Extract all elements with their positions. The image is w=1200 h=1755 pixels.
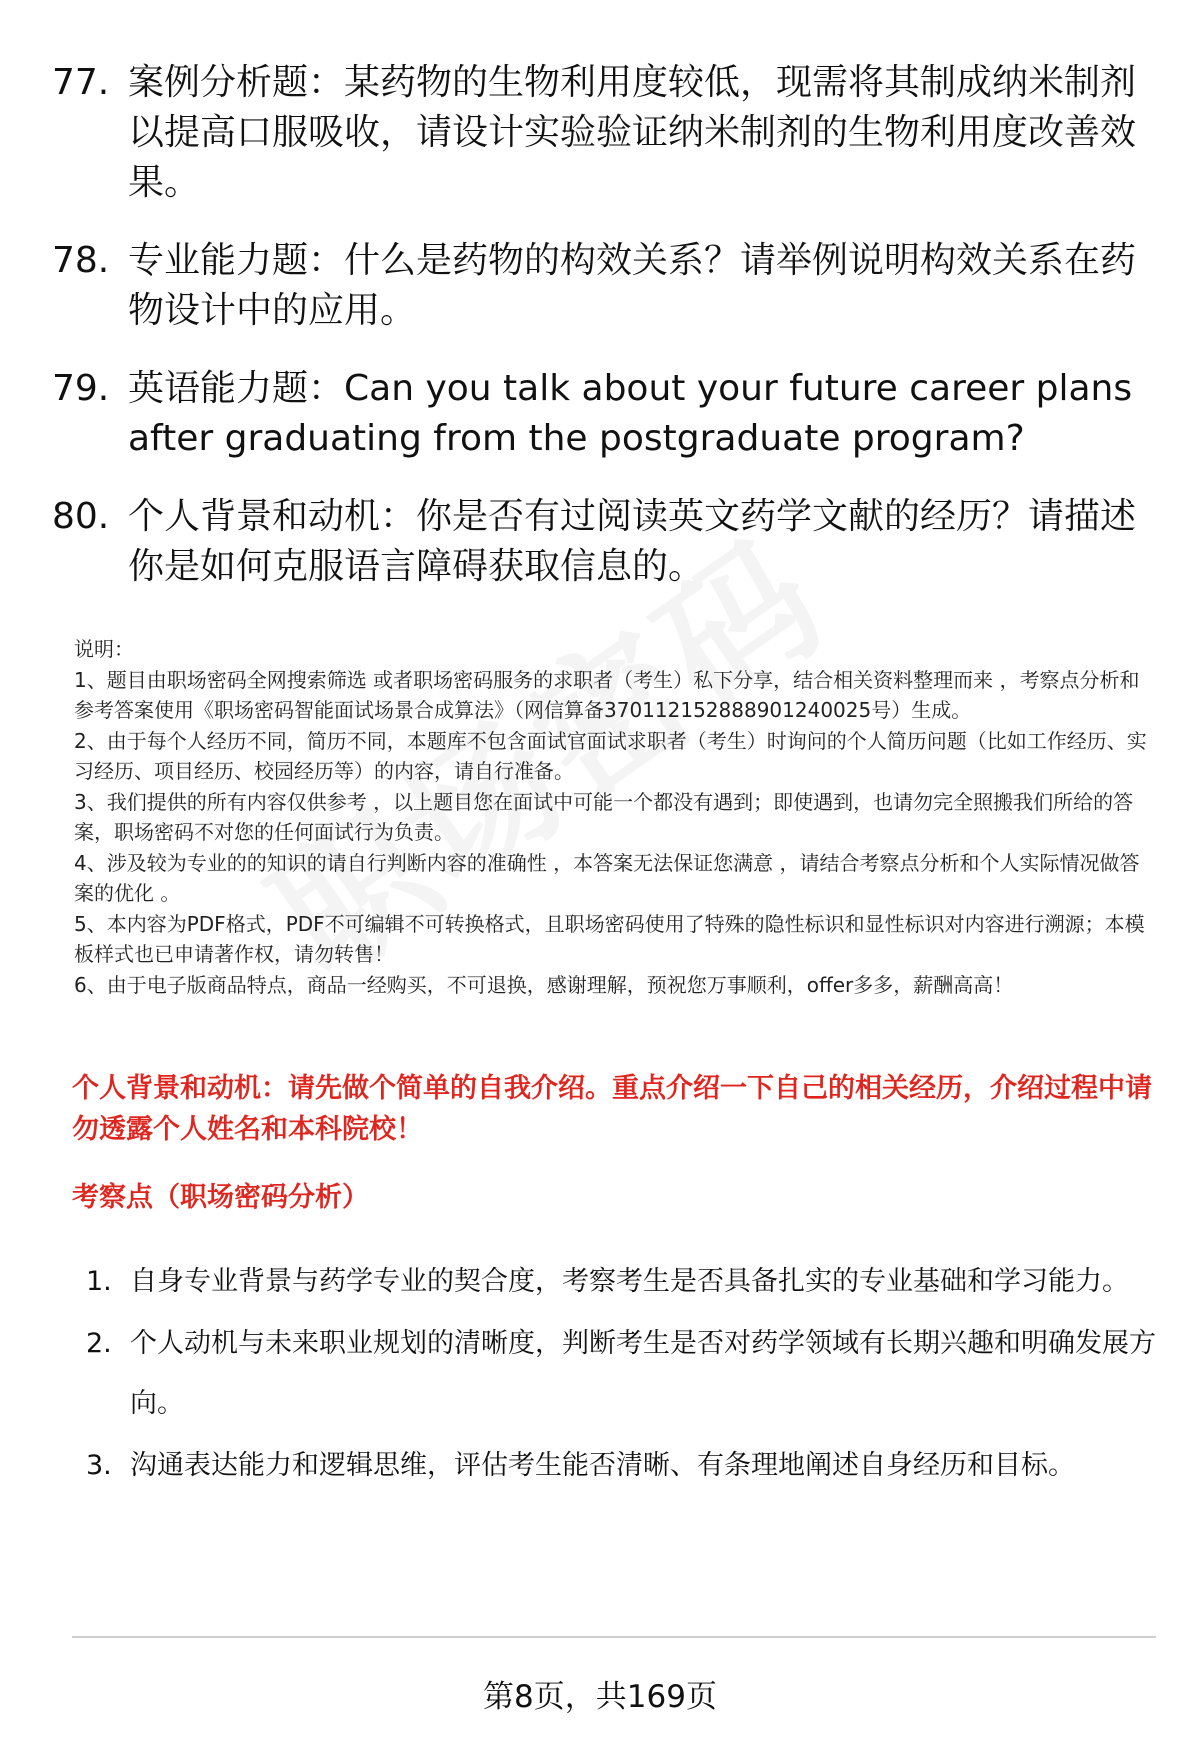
question-number: 77. [52, 62, 110, 103]
question-item [52, 492, 1142, 592]
disclaimer-notes [74, 634, 1154, 1000]
point-number: 1. [86, 1266, 112, 1297]
note-item: 5、本内容为PDF格式，PDF不可编辑不可转换格式，且职场密码使用了特殊的隐性标识和显性标识对内容进行溯源；本模板样式也已申请著作权，请勿转售！ [74, 911, 1145, 966]
question-text: 案例分析题：某药物的生物利用度较低，现需将其制成纳米制剂以提高口服吸收，请设计实验验证纳米制剂的生物利用度改善效果。 [128, 62, 1137, 203]
question-number: 80. [52, 496, 110, 537]
question-text: 专业能力题：什么是药物的构效关系？请举例说明构效关系在药物设计中的应用。 [128, 240, 1137, 331]
point-number: 2. [86, 1328, 112, 1359]
page-number: 第8页，共169页 [483, 1679, 717, 1715]
question-number: 78. [52, 240, 110, 281]
highlight-question: 个人背景和动机：请先做个简单的自我介绍。重点介绍一下自己的相关经历，介绍过程中请勿透露个人姓名和本科院校！ [72, 1073, 1152, 1145]
analysis-point [82, 1314, 1162, 1434]
note-item: 1、题目由职场密码全网搜索筛选 或者职场密码服务的求职者（考生）私下分享，结合相关资料整理而来 ，考察点分析和参考答案使用《职场密码智能面试场景合成算法》（网信算备370112152888901240025号）生成。 [74, 667, 1140, 722]
point-text: 自身专业背景与药学专业的契合度，考察考生是否具备扎实的专业基础和学习能力。 [130, 1266, 1129, 1297]
notes-title: 说明： [74, 637, 134, 661]
analysis-heading: 考察点（职场密码分析） [72, 1182, 369, 1213]
note-item: 6、由于电子版商品特点，商品一经购买，不可退换，感谢理解，预祝您万事顺利，offer多多，薪酬高高！ [74, 972, 1014, 997]
point-text: 沟通表达能力和逻辑思维，评估考生能否清晰、有条理地阐述自身经历和目标。 [130, 1450, 1075, 1481]
question-list [52, 58, 1142, 620]
question-text: 个人背景和动机：你是否有过阅读英文药学文献的经历？请描述你是如何克服语言障碍获取信息的。 [128, 496, 1137, 587]
analysis-point-list [82, 1252, 1162, 1498]
analysis-point [82, 1252, 1162, 1312]
note-item: 4、涉及较为专业的的知识的请自行判断内容的准确性 ，本答案无法保证您满意 ，请结合考察点分析和个人实际情况做答案的优化 。 [74, 850, 1140, 905]
note-item: 3、我们提供的所有内容仅供参考 ，以上题目您在面试中可能一个都没有遇到；即使遇到，也请勿完全照搬我们所给的答案，职场密码不对您的任何面试行为负责。 [74, 789, 1134, 844]
question-item [52, 364, 1142, 464]
point-number: 3. [86, 1450, 112, 1481]
footer-divider [72, 1636, 1156, 1638]
question-item [52, 236, 1142, 336]
point-text: 个人动机与未来职业规划的清晰度，判断考生是否对药学领域有长期兴趣和明确发展方向。 [130, 1328, 1156, 1419]
question-item [52, 58, 1142, 208]
analysis-point [82, 1436, 1162, 1496]
question-number: 79. [52, 368, 110, 409]
question-text: 英语能力题：Can you talk about your future career plans after graduating from the postgraduate program? [128, 368, 1133, 459]
note-item: 2、由于每个人经历不同，简历不同，本题库不包含面试官面试求职者（考生）时询问的个人简历问题（比如工作经历、实习经历、项目经历、校园经历等）的内容，请自行准备。 [74, 728, 1147, 783]
